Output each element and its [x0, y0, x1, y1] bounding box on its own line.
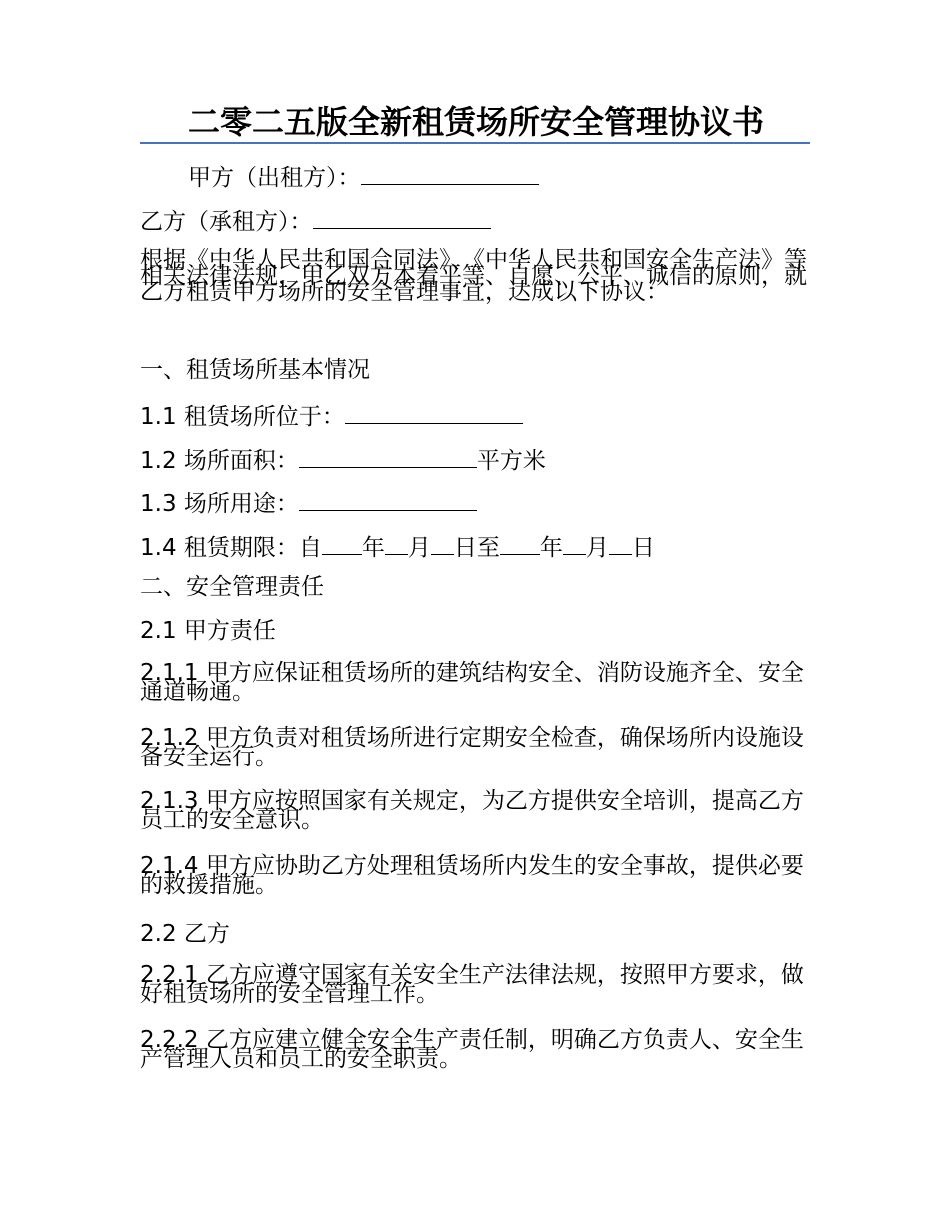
start-year-blank[interactable]	[322, 532, 362, 555]
item-1-3-label: 1.3 场所用途：	[140, 491, 299, 517]
party-a-blank[interactable]	[361, 162, 539, 185]
party-a-label: 甲方（出租方）：	[188, 165, 361, 191]
clause-2-1-4: 2.1.4 甲方应协助乙方处理租赁场所内发生的安全事故，提供必要的救援措施。	[140, 853, 804, 898]
clause-2-2-2: 2.2.2 乙方应建立健全安全生产责任制，明确乙方负责人、安全生产管理人员和员工的安全职责。	[140, 1027, 804, 1072]
item-1-2-label: 1.2 场所面积：	[140, 448, 299, 474]
end-year-label: 年	[539, 535, 563, 561]
start-month-blank[interactable]	[385, 532, 408, 555]
section2-heading: 二、安全管理责任	[140, 574, 324, 600]
location-blank[interactable]	[345, 401, 523, 424]
end-month-blank[interactable]	[563, 532, 586, 555]
party-b-blank[interactable]	[313, 206, 491, 229]
area-blank[interactable]	[299, 445, 477, 468]
end-day-blank[interactable]	[609, 532, 632, 555]
end-month-label: 月	[585, 535, 609, 561]
item-1-3	[140, 488, 812, 517]
party-b-line	[140, 206, 812, 235]
start-day-blank[interactable]	[431, 532, 454, 555]
document-title: 二零二五版全新租赁场所安全管理协议书	[188, 103, 765, 141]
end-day-label: 日	[631, 535, 655, 561]
section1-heading: 一、租赁场所基本情况	[140, 357, 370, 383]
item-1-2	[140, 445, 812, 474]
clause-2-1-2: 2.1.2 甲方负责对租赁场所进行定期安全检查，确保场所内设施设备安全运行。	[140, 725, 804, 770]
usage-blank[interactable]	[299, 488, 477, 511]
end-year-blank[interactable]	[500, 532, 540, 555]
subsection-2-1: 2.1 甲方责任	[140, 618, 276, 644]
clause-2-1-3: 2.1.3 甲方应按照国家有关规定，为乙方提供安全培训，提高乙方员工的安全意识。	[140, 788, 804, 833]
start-year-label: 年	[361, 535, 385, 561]
preamble: 根据《中华人民共和国合同法》、《中华人民共和国安全生产法》等相关法律法规，甲乙双方本着平等、自愿、公平、诚信的原则，就乙方租赁甲方场所的安全管理事宜，达成以下协议：	[140, 247, 807, 305]
title-underline	[140, 104, 810, 144]
clause-2-1-1: 2.1.1 甲方应保证租赁场所的建筑结构安全、消防设施齐全、安全通道畅通。	[140, 660, 804, 705]
party-b-label: 乙方（承租方）：	[140, 209, 313, 235]
start-day-label: 日至	[453, 535, 500, 561]
party-a-line	[188, 162, 860, 191]
clause-2-2-1: 2.2.1 乙方应遵守国家有关安全生产法律法规，按照甲方要求，做好租赁场所的安全管理工作。	[140, 962, 804, 1007]
area-unit: 平方米	[476, 448, 546, 474]
item-1-4	[140, 532, 812, 561]
start-month-label: 月	[407, 535, 431, 561]
subsection-2-2: 2.2 乙方	[140, 921, 230, 947]
item-1-1	[140, 401, 812, 430]
item-1-1-label: 1.1 租赁场所位于：	[140, 404, 345, 430]
item-1-4-label: 1.4 租赁期限：自	[140, 535, 322, 561]
